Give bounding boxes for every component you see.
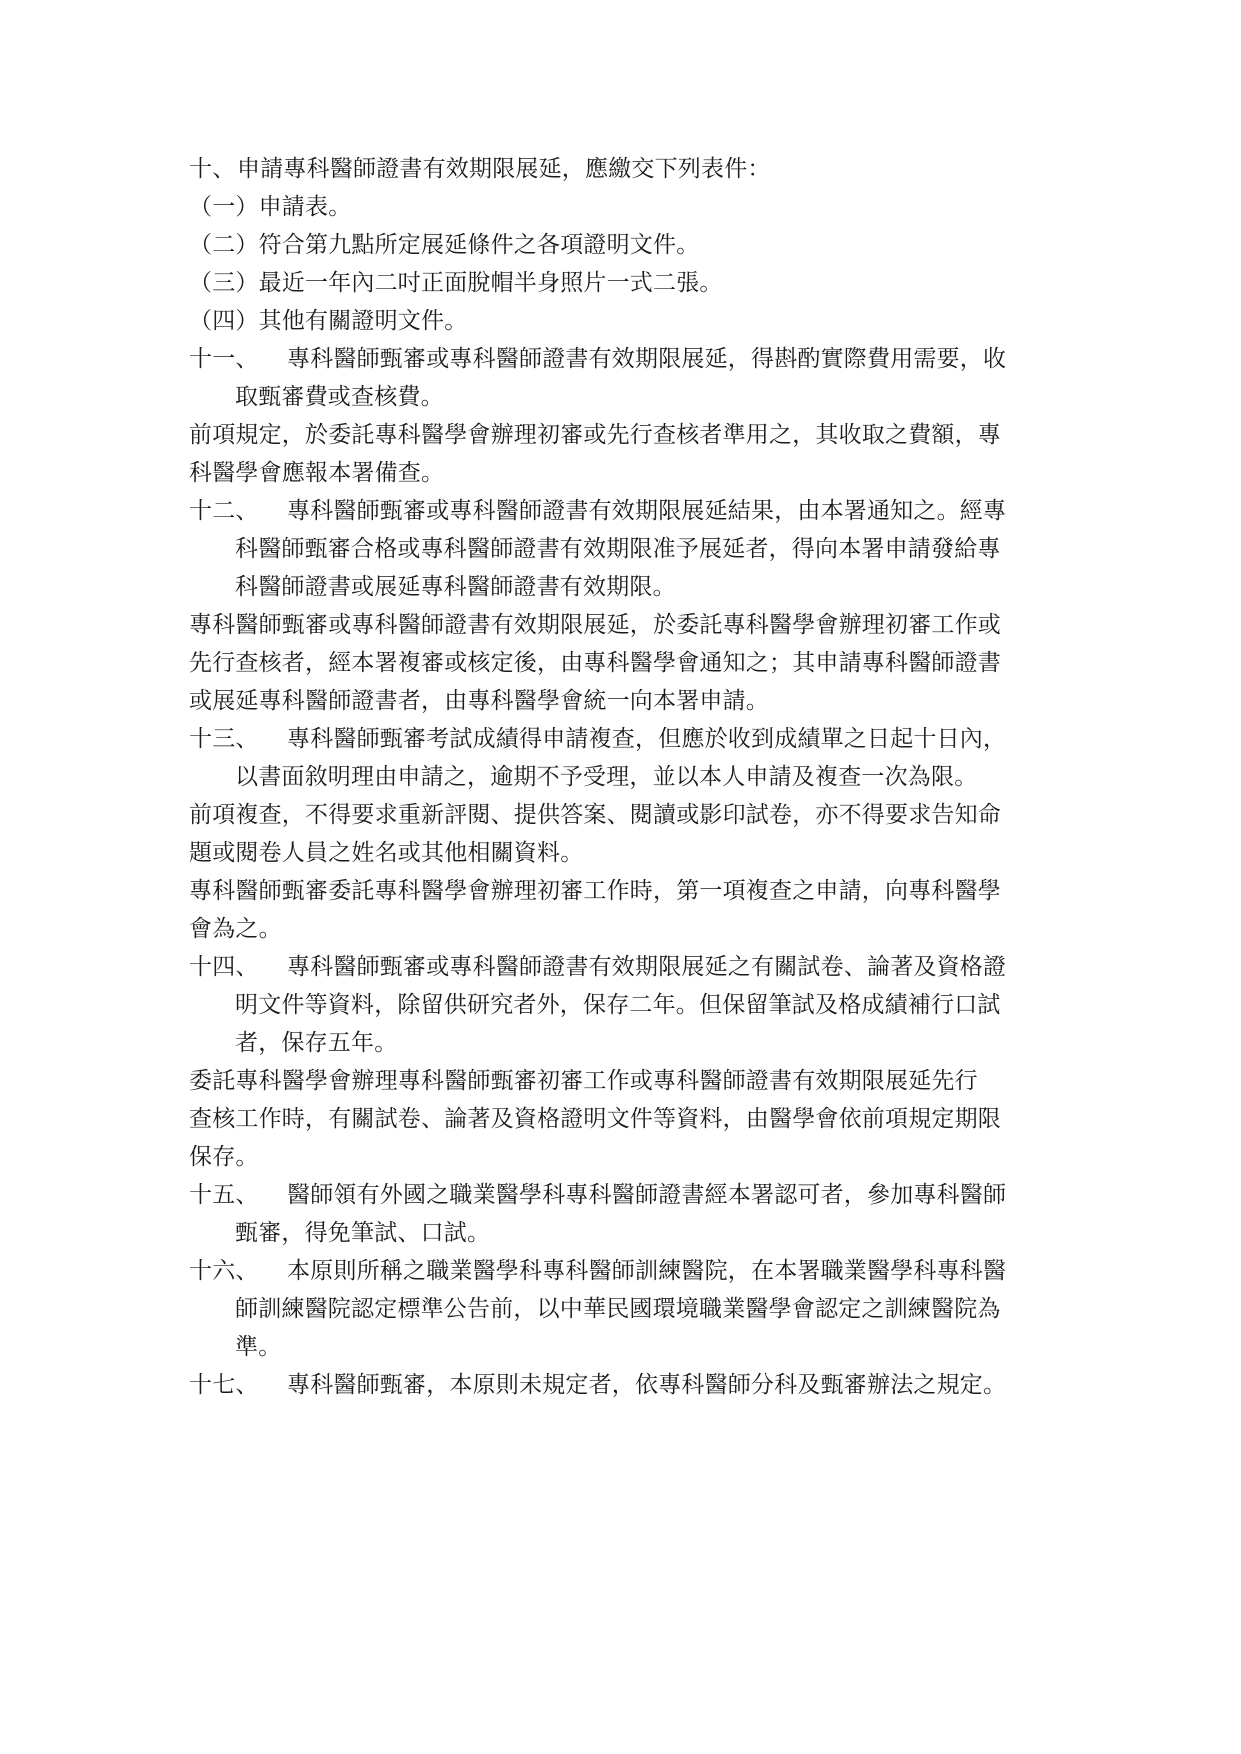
line-text: 科醫師證書或展延專科醫師證書有效期限。 — [235, 574, 676, 600]
text-line — [189, 188, 1057, 226]
line-text: （一）申請表。 — [189, 194, 352, 220]
line-text: 前項規定，於委託專科醫學會辦理初審或先行查核者準用之，其收取之費額，專 — [189, 422, 1001, 448]
article-number: 十六、 — [189, 1258, 259, 1284]
document-body — [189, 150, 1057, 1404]
line-text: 專科醫師甄審委託專科醫學會辦理初審工作時，第一項複查之申請，向專科醫學 — [189, 878, 1001, 904]
text-line — [189, 302, 1057, 340]
article-number: 十五、 — [189, 1182, 259, 1208]
line-text: 科醫師甄審合格或專科醫師證書有效期限准予展延者，得向本署申請發給專 — [235, 536, 1001, 562]
article-number: 十二、 — [189, 498, 259, 524]
line-text: 查核工作時，有關試卷、論著及資格證明文件等資料，由醫學會依前項規定期限 — [189, 1106, 1001, 1132]
line-text: 專科醫師甄審或專科醫師證書有效期限展延，得斟酌實際費用需要，收 — [287, 346, 1007, 372]
line-text: 明文件等資料，除留供研究者外，保存二年。但保留筆試及格成績補行口試 — [235, 992, 1001, 1018]
text-line — [189, 872, 1057, 910]
line-text: 保存。 — [189, 1144, 259, 1170]
line-text: 專科醫師甄審或專科醫師證書有效期限展延結果，由本署通知之。經專 — [287, 498, 1007, 524]
text-line — [189, 340, 1057, 378]
text-line — [189, 226, 1057, 264]
text-line — [189, 1328, 1057, 1366]
line-text: 醫師領有外國之職業醫學科專科醫師證書經本署認可者，參加專科醫師 — [287, 1182, 1007, 1208]
text-line — [189, 720, 1057, 758]
line-text: 師訓練醫院認定標準公告前，以中華民國環境職業醫學會認定之訓練醫院為 — [235, 1296, 1001, 1322]
line-text: 專科醫師甄審，本原則未規定者，依專科醫師分科及甄審辦法之規定。 — [287, 1372, 1007, 1398]
line-text: 本原則所稱之職業醫學科專科醫師訓練醫院，在本署職業醫學科專科醫 — [287, 1258, 1007, 1284]
text-line — [189, 1100, 1057, 1138]
line-text: 準。 — [235, 1334, 282, 1360]
article-number: 十一、 — [189, 346, 259, 372]
line-text: 或展延專科醫師證書者，由專科醫學會統一向本署申請。 — [189, 688, 769, 714]
text-line — [189, 606, 1057, 644]
line-text: 先行查核者，經本署複審或核定後，由專科醫學會通知之；其申請專科醫師證書 — [189, 650, 1001, 676]
line-text: （四）其他有關證明文件。 — [189, 308, 468, 334]
line-text: 專科醫師甄審或專科醫師證書有效期限展延之有關試卷、論著及資格證 — [287, 954, 1007, 980]
line-text: 專科醫師甄審考試成績得申請複查，但應於收到成績單之日起十日內， — [287, 726, 1007, 752]
text-line — [189, 530, 1057, 568]
line-text: 委託專科醫學會辦理專科醫師甄審初審工作或專科醫師證書有效期限展延先行 — [189, 1068, 978, 1094]
line-text: （二）符合第九點所定展延條件之各項證明文件。 — [189, 232, 700, 258]
line-text: 題或閱卷人員之姓名或其他相關資料。 — [189, 840, 584, 866]
text-line — [189, 986, 1057, 1024]
line-text: 申請專科醫師證書有效期限展延，應繳交下列表件： — [237, 156, 771, 182]
text-line — [189, 644, 1057, 682]
article-number: 十三、 — [189, 726, 259, 752]
article-number: 十七、 — [189, 1372, 259, 1398]
text-line — [189, 1252, 1057, 1290]
line-text: 以書面敘明理由申請之，逾期不予受理，並以本人申請及複查一次為限。 — [235, 764, 978, 790]
text-line — [189, 758, 1057, 796]
article-number: 十、 — [189, 156, 236, 182]
line-text: （三）最近一年內二吋正面脫帽半身照片一式二張。 — [189, 270, 723, 296]
text-line — [189, 416, 1057, 454]
article-number: 十四、 — [189, 954, 259, 980]
text-line — [189, 1214, 1057, 1252]
text-line — [189, 568, 1057, 606]
text-line — [189, 682, 1057, 720]
text-line — [189, 1366, 1057, 1404]
text-line — [189, 150, 1057, 188]
line-text: 專科醫師甄審或專科醫師證書有效期限展延，於委託專科醫學會辦理初審工作或 — [189, 612, 1001, 638]
text-line — [189, 910, 1057, 948]
text-line — [189, 1138, 1057, 1176]
line-text: 科醫學會應報本署備查。 — [189, 460, 445, 486]
text-line — [189, 492, 1057, 530]
text-line — [189, 1290, 1057, 1328]
line-text: 會為之。 — [189, 916, 282, 942]
text-line — [189, 264, 1057, 302]
line-text: 取甄審費或查核費。 — [235, 384, 444, 410]
text-line — [189, 834, 1057, 872]
text-line — [189, 454, 1057, 492]
line-text: 前項複查，不得要求重新評閱、提供答案、閱讀或影印試卷，亦不得要求告知命 — [189, 802, 1001, 828]
text-line — [189, 796, 1057, 834]
line-text: 者，保存五年。 — [235, 1030, 398, 1056]
text-line — [189, 378, 1057, 416]
text-line — [189, 1024, 1057, 1062]
text-line — [189, 1062, 1057, 1100]
text-line — [189, 1176, 1057, 1214]
line-text: 甄審，得免筆試、口試。 — [235, 1220, 491, 1246]
text-line — [189, 948, 1057, 986]
